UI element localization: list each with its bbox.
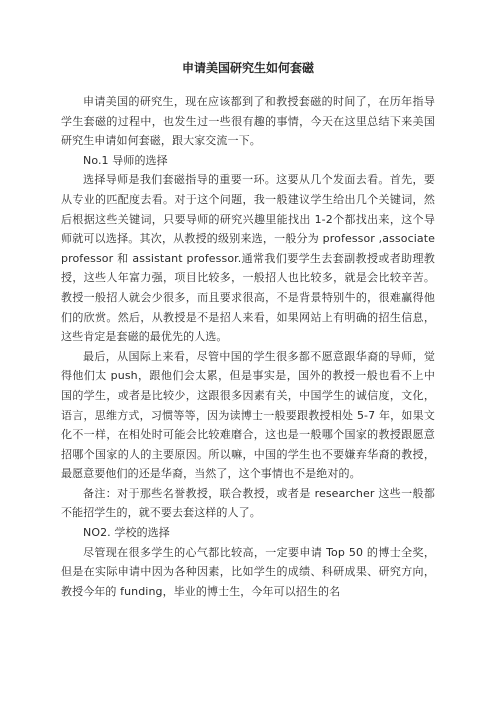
section-heading-advisor: No.1 导师的选择 xyxy=(83,153,168,167)
international-paragraph: 最后，从国际上来看，尽管中国的学生很多都不愿意跟华裔的导师，觉得他们太 push，跟他们会太累，但是事实是，国外的教授一般也看不上中国的学生，或者是比较少，这跟很多因素有关，中国学生的诚信度，文化，语言，思维方式，习惯等等，因为读博士一般要跟教授相处 5-7 年，如果文化不一样，在相处时可能会比较难磨合，这也是一般哪个国家的教授跟愿意招哪个国家的人的主要原因。所以嘛，中国的学生也不要嫌弃华裔的教授，最愿意要他们的还是华裔，当然了，这个事情也不是绝对的。 xyxy=(61,349,435,481)
advisor-paragraph: 选择导师是我们套磁指导的重要一环。这要从几个发面去看。首先，要从专业的匹配度去看。对于这个问题，我一般建议学生给出几个关键词，然后根据这些关键词，只要导师的研究兴趣里能找出 1-2个都找出来，这个导师就可以选择。其次，从教授的级别来选，一般分为 professor ,associate professor 和 assistant professor.通常我们要学生去套副教授或者助理教授，这些人年富力强，项目比较多，一般招人也比较多，就是会比较辛苦。教授一般招人就会少很多，而且要求很高，不是背景特别牛的，很难赢得他们的欣赏。然后，从教授是不是招人来看，如果网站上有明确的招生信息，这些肯定是套磁的最优先的人选。 xyxy=(61,173,435,344)
school-paragraph: 尽管现在很多学生的心气都比较高，一定要申请 Top 50 的博士全奖，但是在实际申请中因为各种因素，比如学生的成绩、科研成果、研究方向，教授今年的 funding，毕业的博士生，今年可以招生的名 xyxy=(61,545,435,598)
document-page xyxy=(61,60,435,601)
note-paragraph: 备注：对于那些名誉教授，联合教授，或者是 researcher 这些一般都不能招学生的，就不要去套这样的人了。 xyxy=(61,486,435,520)
document-title: 申请美国研究生如何套磁 xyxy=(181,61,314,75)
section-heading-school: NO2. 学校的选择 xyxy=(83,526,170,540)
intro-paragraph: 申请美国的研究生，现在应该都到了和教授套磁的时间了，在历年指导学生套磁的过程中，也发生过一些很有趣的事情，今天在这里总结下来美国研究生申请如何套磁，跟大家交流一下。 xyxy=(61,95,435,148)
